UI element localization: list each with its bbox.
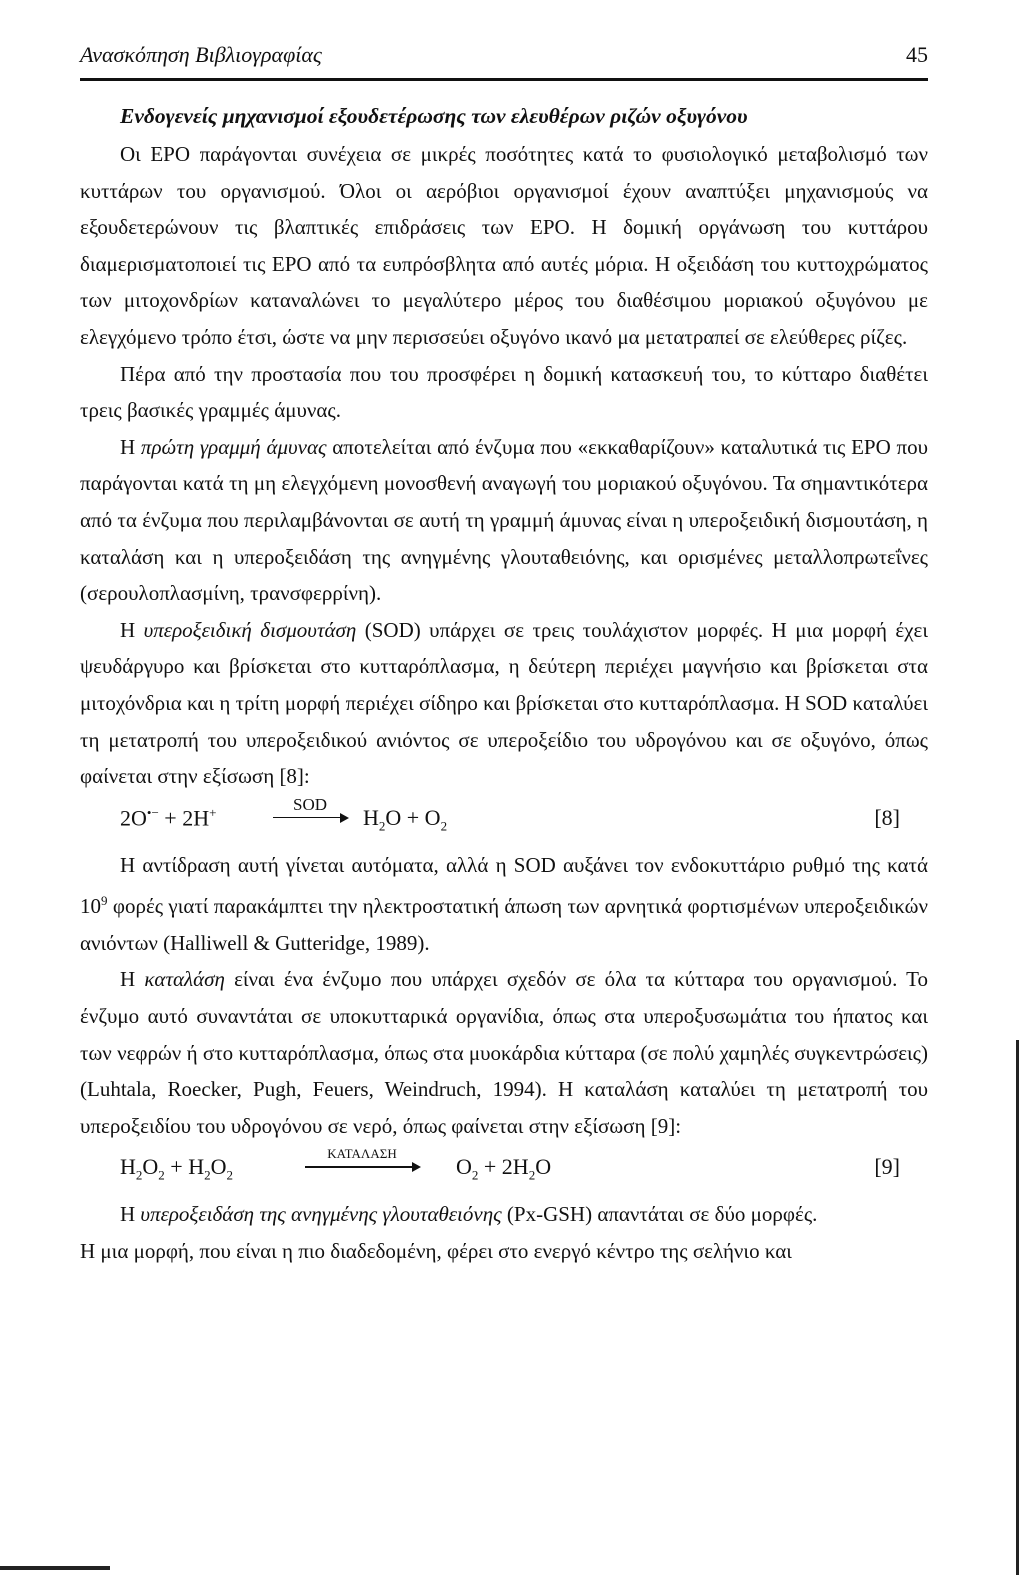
footnote-rule — [0, 1566, 110, 1570]
equation-number: [8] — [874, 804, 900, 830]
emphasis: υπεροξειδική δισμουτάση — [143, 617, 357, 642]
reaction-arrow: ΚΑΤΑΛΑΣΗ — [305, 1144, 419, 1168]
emphasis: πρώτη γραμμή άμυνας — [140, 434, 327, 459]
emphasis: υπεροξειδάση της ανηγμένης γλουταθειόνης — [140, 1202, 502, 1227]
equation-lhs: 2O•− + 2H+ — [120, 804, 217, 831]
paragraph-3: Η πρώτη γραμμή άμυνας αποτελείται από ένζυμα που «εκκαθαρίζουν» καταλυτικά τις ΕΡΟ που παράγονται κατά τη μη ελεγχόμενη μονοσθενή αναγωγή του μοριακού οξυγόνου. Τα σημαντικότερα από τα ένζυμα που περιλαμβάνονται σε αυτή τη γραμμή άμυνας είναι η υπεροξειδική δισμουτάση, η καταλάση και η υπεροξειδάση της ανηγμένης γλουταθειόνης, και ορισμένες μεταλλοπρωτεΐνες (σερουλοπλασμίνη, τρανσφερρίνη). — [80, 434, 928, 606]
page-number: 45 — [906, 42, 928, 67]
page-body — [80, 100, 928, 1270]
paragraph-2: Πέρα από την προστασία που του προσφέρει η δομική κατασκευή του, το κύτταρο διαθέτει τρεις βασικές γραμμές άμυνας. — [80, 361, 928, 423]
paragraph-6: Η καταλάση είναι ένα ένζυμο που υπάρχει σχεδόν σε όλα τα κύτταρα του οργανισμού. Το ένζυμο αυτό συναντάται σε υποκυτταρικά οργανίδια, όπως στα υπεροξυσωμάτια του ήπατος και των νεφρών ή στο κυτταρόπλασμα, όπως στα μυοκάρδια κύτταρα (σε πολύ χαμηλές συγκεντρώσεις) (Luhtala, Roecker, Pugh, Feuers, Weindruch, 1994). Η καταλάση καταλύει τη μετατροπή του υπεροξειδίου του υδρογόνου σε νερό, όπως φαίνεται στην εξίσωση [9]: — [80, 967, 928, 1138]
equation-number: [9] — [874, 1154, 900, 1180]
paragraph-5: Η αντίδραση αυτή γίνεται αυτόματα, αλλά η SOD αυξάνει τον ενδοκυττάριο ρυθμό της κατά $10^9$ φορές γιατί παρακάμπτει την ηλεκτροστατική άπωση των αρνητικά φορτισμένων υπεροξειδικών ανιόντων (Halliwell & Gutteridge, 1989). — [80, 852, 928, 955]
running-title: Ανασκόπηση Βιβλιογραφίας — [80, 42, 322, 67]
equation-9 — [80, 1144, 928, 1196]
page-header — [80, 38, 928, 81]
paragraph-1: Οι ΕΡΟ παράγονται συνέχεια σε μικρές ποσότητες κατά το φυσιολογικό μεταβολισμό των κυττάρων του οργανισμού. Όλοι οι αερόβιοι οργανισμοί έχουν αναπτύξει μηχανισμούς να εξουδετερώνουν τις βλαπτικές επιδράσεις των ΕΡΟ. Η δομική οργάνωση του κυττάρου διαμερισματοποιεί τις ΕΡΟ από τα ευπρόσβλητα από αυτές μόρια. Η οξειδάση του κυττοχρώματος των μιτοχονδρίων καταναλώνει το μεγαλύτερο μέρος του διαθέσιμου μοριακού οξυγόνου με ελεγχόμενο τρόπο έτσι, ώστε να μην περισσεύει οξυγόνο ικανό μα μετατραπεί σε ελεύθερες ρίζες. — [80, 142, 928, 349]
emphasis: καταλάση — [144, 967, 225, 992]
equation-lhs: $H_2O_2 + H_2O_2$ — [120, 1154, 233, 1183]
scan-edge-line — [1016, 1040, 1019, 1575]
section-heading: Ενδογενείς μηχανισμοί εξουδετέρωσης των ελευθέρων ριζών οξυγόνου — [120, 104, 748, 128]
paragraph-8: Η μια μορφή, που είναι η πιο διαδεδομένη, φέρει στο ενεργό κέντρο της σελήνιο και — [80, 1239, 792, 1264]
equation-rhs: $H_2O + O_2$ — [363, 804, 448, 834]
equation-rhs: $O_2 + 2H_2O$ — [456, 1154, 552, 1183]
paragraph-4: Η υπεροξειδική δισμουτάση (SOD) υπάρχει σε τρεις τουλάχιστον μορφές. Η μια μορφή έχει ψευδάργυρο και βρίσκεται στο κυτταρόπλασμα, η δεύτερη περιέχει μαγνήσιο και βρίσκεται στα μιτοχόνδρια και η τρίτη μορφή περιέχει σίδηρο και βρίσκεται στο κυτταρόπλασμα. Η SOD καταλύει τη μετατροπή του υπεροξειδικού ανιόντος σε υπεροξείδιο του υδρογόνου και σε οξυγόνο, όπως φαίνεται στην εξίσωση [8]: — [80, 617, 929, 789]
equation-8 — [80, 795, 928, 847]
paragraph-7: Η υπεροξειδάση της ανηγμένης γλουταθειόνης (Px-GSH) απαντάται σε δύο μορφές. — [120, 1202, 818, 1227]
reaction-arrow: SOD — [273, 795, 347, 819]
